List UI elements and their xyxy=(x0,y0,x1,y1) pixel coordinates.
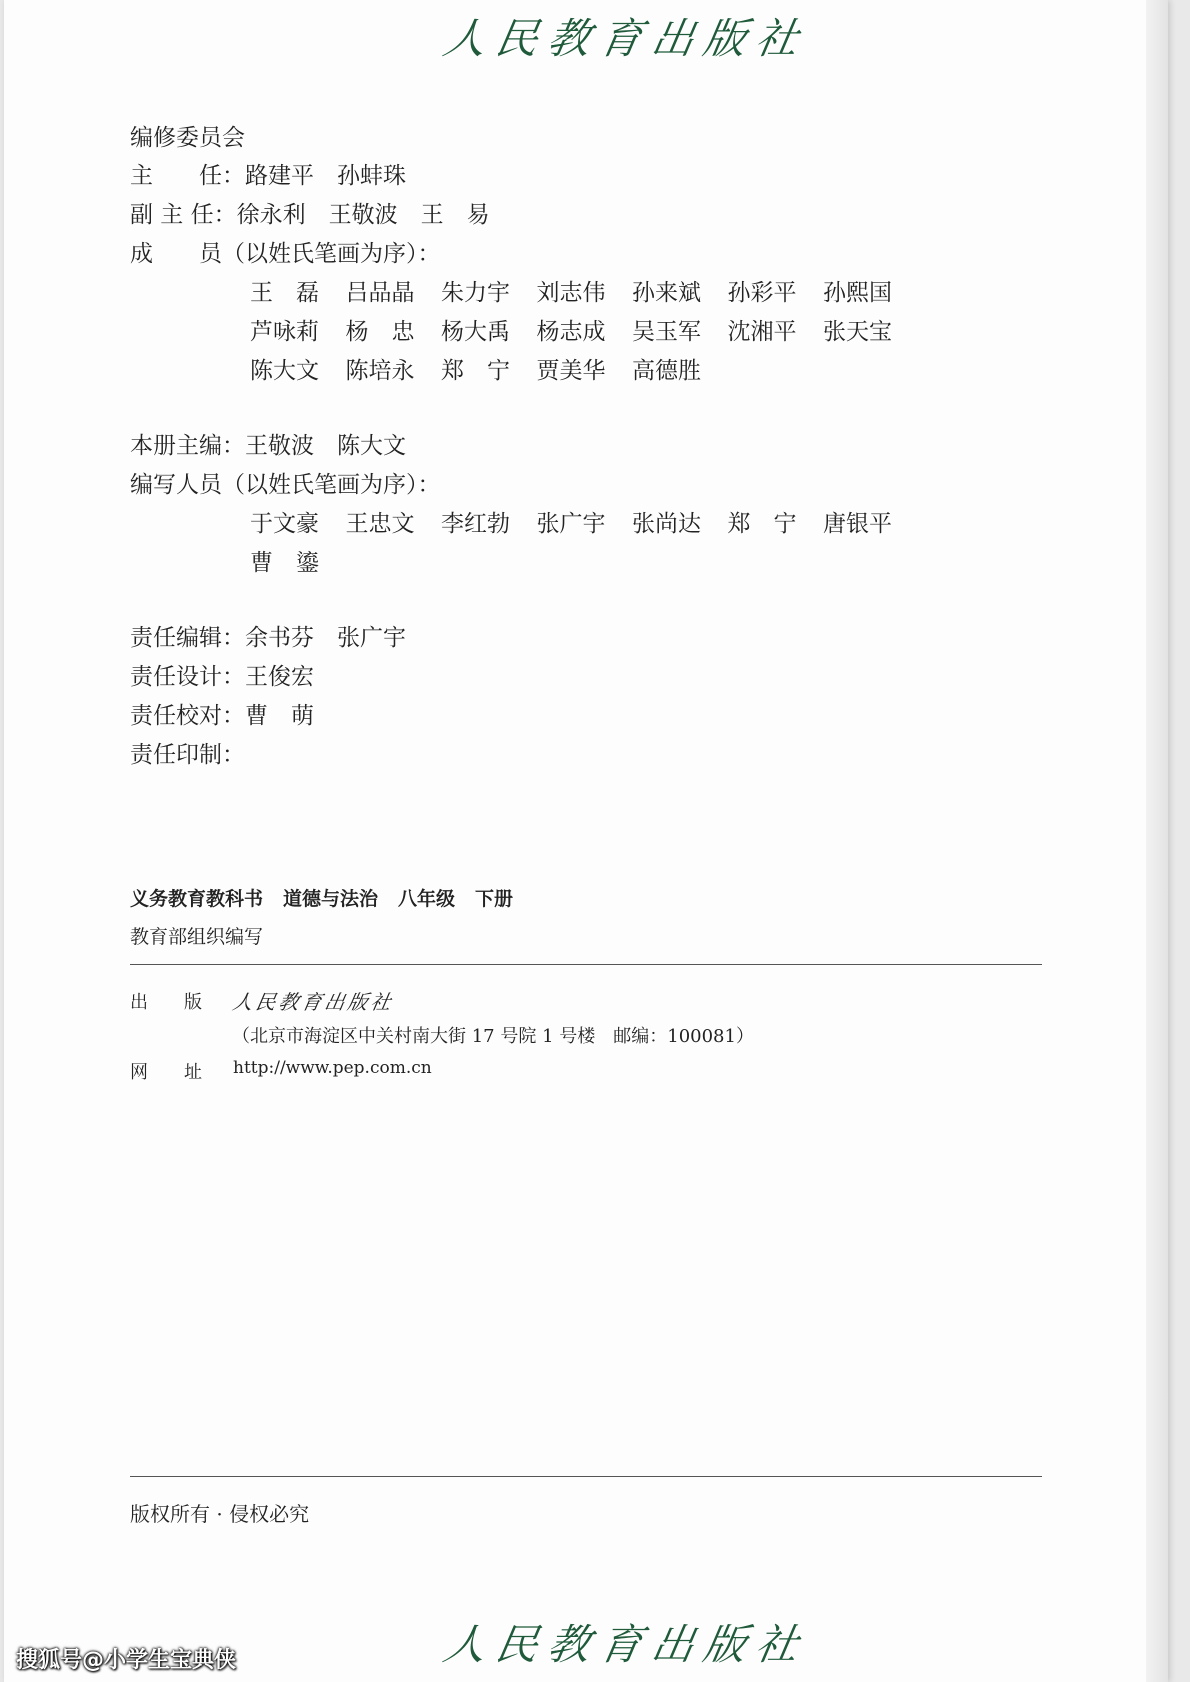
writer-name: 张广宇 xyxy=(536,511,606,537)
director-names: 路建平 孙蚌珠 xyxy=(245,163,406,189)
member-name: 沈湘平 xyxy=(727,319,797,345)
member-name: 张天宝 xyxy=(823,319,892,345)
deputy-label: 副 主 任： xyxy=(130,202,237,228)
book-grade: 八年级 xyxy=(398,888,456,910)
member-name: 刘志伟 xyxy=(536,280,606,306)
book-title-line xyxy=(130,884,533,911)
watermark: 搜狐号@小学生宝典侠 xyxy=(16,1648,237,1673)
members-row-1 xyxy=(250,279,919,307)
book-subject: 道德与法治 xyxy=(283,888,379,910)
copyright-notice: 版权所有 · 侵权必究 xyxy=(130,1502,310,1526)
member-name: 郑 宁 xyxy=(441,358,510,384)
page xyxy=(4,0,1168,1682)
writer-name: 唐银平 xyxy=(823,511,892,537)
publisher-url: http://www.pep.com.cn xyxy=(233,1058,432,1078)
writer-name: 张尚达 xyxy=(632,511,701,537)
book-series: 义务教育教科书 xyxy=(130,888,264,910)
member-name: 王 磊 xyxy=(250,280,319,306)
chief-editor-label: 本册主编： xyxy=(130,433,245,459)
director-row xyxy=(130,162,406,190)
divider-bottom xyxy=(130,1476,1042,1477)
chief-editor-row xyxy=(130,432,406,460)
member-name: 朱力宇 xyxy=(441,280,510,306)
writers-row-2 xyxy=(250,549,346,577)
publisher-address: （北京市海淀区中关村南大街 17 号院 1 号楼 邮编：100081） xyxy=(232,1026,754,1047)
member-name: 吴玉军 xyxy=(632,319,701,345)
member-name: 陈大文 xyxy=(250,358,319,384)
writer-name: 王忠文 xyxy=(345,511,415,537)
print-label: 责任印制： xyxy=(130,742,245,768)
editor-row xyxy=(130,624,406,652)
member-name: 杨 忠 xyxy=(345,319,415,345)
design-names: 王俊宏 xyxy=(245,664,314,690)
members-row-3 xyxy=(250,357,728,385)
proof-label: 责任校对： xyxy=(130,703,245,729)
member-name: 杨大禹 xyxy=(441,319,510,345)
writers-row-1 xyxy=(250,510,919,538)
member-name: 高德胜 xyxy=(632,358,701,384)
proof-names: 曹 萌 xyxy=(245,703,314,729)
members-row-2 xyxy=(250,318,919,346)
chief-editor-names: 王敬波 陈大文 xyxy=(245,433,406,459)
writer-name: 李红勃 xyxy=(441,511,510,537)
publisher-logo-small: 人民教育出版社 xyxy=(230,990,396,1014)
design-label: 责任设计： xyxy=(130,664,245,690)
member-name: 杨志成 xyxy=(536,319,606,345)
book-volume: 下册 xyxy=(475,888,514,910)
writer-name: 曹 鎏 xyxy=(250,550,319,576)
divider-top xyxy=(130,964,1042,965)
writer-name: 郑 宁 xyxy=(727,511,797,537)
publisher-logo-top: 人民教育出版社 xyxy=(439,14,813,63)
writers-label: 编写人员（以姓氏笔画为序）： xyxy=(130,472,441,498)
deputy-names: 徐永利 王敬波 王 易 xyxy=(236,202,490,228)
design-row xyxy=(130,663,314,691)
proof-row xyxy=(130,702,314,730)
member-name: 吕品晶 xyxy=(345,280,415,306)
editor-label: 责任编辑： xyxy=(130,625,245,651)
members-label: 成 员（以姓氏笔画为序）： xyxy=(130,241,441,267)
url-label: 网 址 xyxy=(130,1062,202,1083)
director-label: 主 任： xyxy=(130,163,245,189)
member-name: 陈培永 xyxy=(345,358,415,384)
deputy-row xyxy=(130,201,490,229)
editor-names: 余书芬 张广宇 xyxy=(245,625,406,651)
committee-heading: 编修委员会 xyxy=(130,125,245,151)
member-name: 孙彩平 xyxy=(727,280,797,306)
member-name: 孙来斌 xyxy=(632,280,701,306)
writer-name: 于文豪 xyxy=(250,511,319,537)
book-org: 教育部组织编写 xyxy=(130,926,264,948)
publisher-label: 出 版 xyxy=(130,992,202,1013)
member-name: 芦咏莉 xyxy=(250,319,319,345)
member-name: 孙熙国 xyxy=(823,280,892,306)
member-name: 贾美华 xyxy=(536,358,606,384)
page-edge xyxy=(1146,0,1168,1682)
publisher-logo-bottom: 人民教育出版社 xyxy=(439,1620,813,1669)
